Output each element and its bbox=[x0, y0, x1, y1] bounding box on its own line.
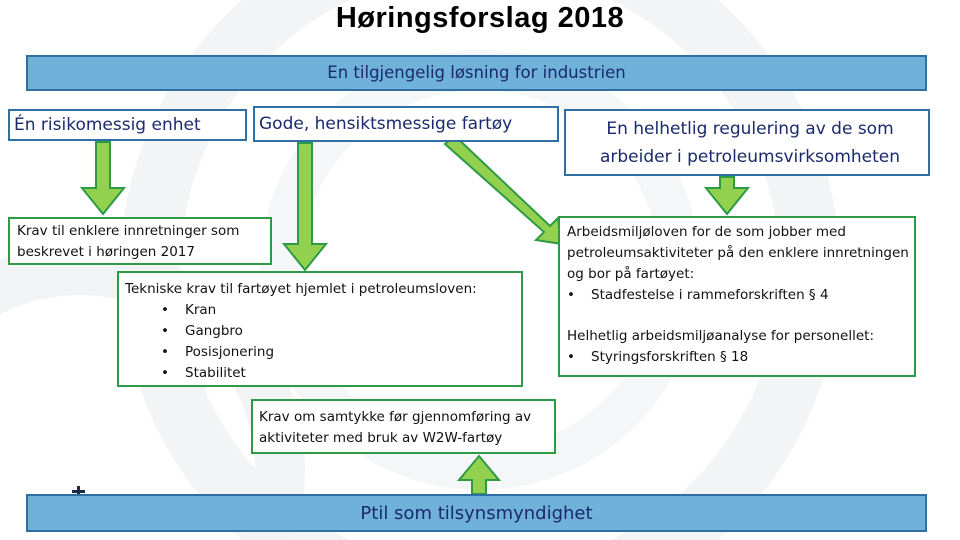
list-item: • Kran bbox=[161, 300, 517, 321]
consent-requirement-box bbox=[251, 399, 556, 454]
pillar-risk-unit: Én risikomessig enhet bbox=[8, 109, 247, 141]
technical-requirements-box bbox=[117, 271, 523, 387]
arrow-diagonal bbox=[445, 136, 562, 244]
work-environment-box bbox=[558, 216, 916, 377]
arrow-down-3 bbox=[706, 177, 748, 214]
page-title: Høringsforslag 2018 bbox=[335, 2, 625, 34]
list-item: • Styringsforskriften § 18 bbox=[567, 347, 910, 368]
consent-requirement-text: Krav om samtykke før gjennomføring av aktiviteter med bruk av W2W-fartøy bbox=[259, 409, 532, 446]
installation-requirements-box bbox=[8, 217, 272, 265]
pillar-vessels: Gode, hensiktsmessige fartøy bbox=[253, 106, 559, 142]
list-item: • Gangbro bbox=[161, 321, 517, 342]
technical-requirements-list bbox=[125, 300, 517, 384]
work-environment-list-1 bbox=[567, 285, 910, 306]
top-banner: En tilgjengelig løsning for industrien bbox=[26, 55, 927, 91]
arrow-up-4 bbox=[459, 456, 499, 494]
pillar-regulation: En helhetlig regulering av de som arbeider i petroleumsvirksomheten bbox=[564, 109, 930, 176]
bottom-banner: Ptil som tilsynsmyndighet bbox=[26, 494, 927, 532]
technical-requirements-intro: Tekniske krav til fartøyet hjemlet i petroleumsloven: bbox=[125, 281, 477, 297]
work-environment-intro: Arbeidsmiljøloven for de som jobber med petroleumsaktiviteter på den enklere innretningen og bor på fartøyet: bbox=[567, 224, 909, 282]
installation-requirements-text: Krav til enklere innretninger som beskrevet i høringen 2017 bbox=[17, 223, 240, 260]
list-item: • Posisjonering bbox=[161, 342, 517, 363]
work-environment-intro-2: Helhetlig arbeidsmiljøanalyse for personellet: bbox=[567, 328, 874, 344]
list-item: • Stabilitet bbox=[161, 363, 517, 384]
work-environment-list-2 bbox=[567, 347, 910, 368]
list-item: • Stadfestelse i rammeforskriften § 4 bbox=[567, 285, 910, 306]
arrow-down-1 bbox=[82, 142, 124, 214]
arrow-down-2 bbox=[284, 143, 326, 270]
